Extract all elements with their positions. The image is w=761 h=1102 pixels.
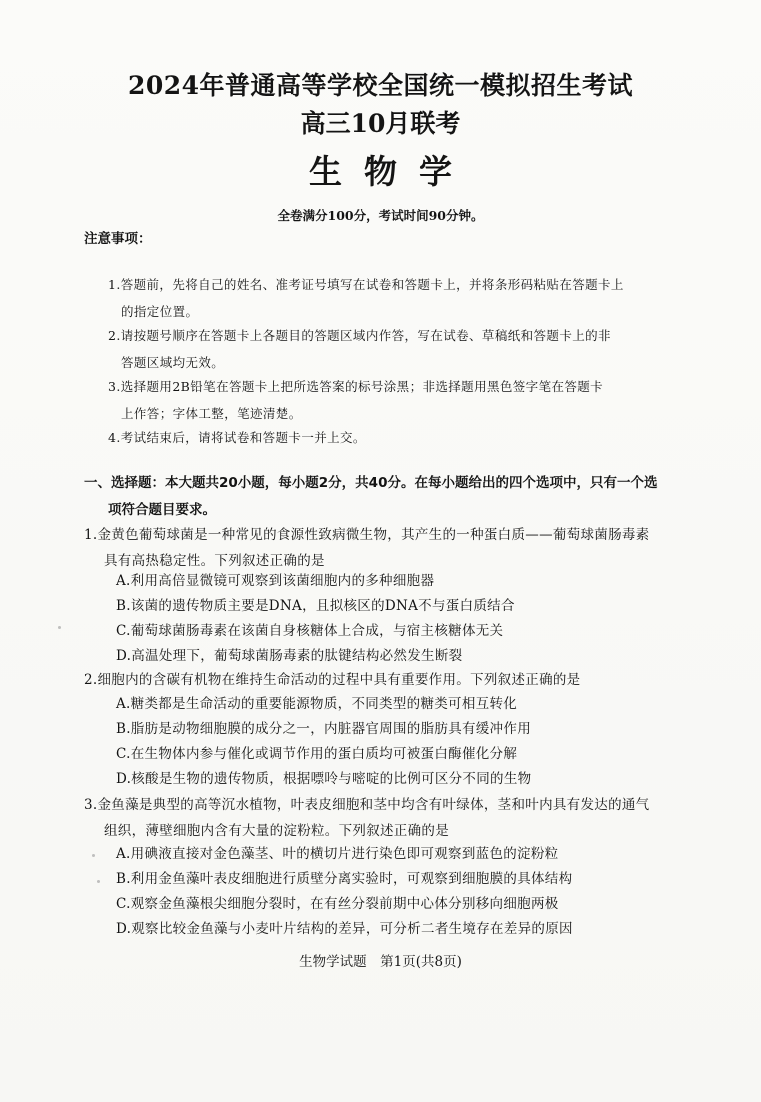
notice-item-line2: 答题区域均无效。 <box>121 355 225 370</box>
notice-item-line1: 3.选择题用2B铅笔在答题卡上把所选答案的标号涂黑；非选择题用黑色签字笔在答题卡 <box>108 379 604 394</box>
option-a: A.糖类都是生命活动的重要能源物质，不同类型的糖类可相互转化 <box>116 696 518 712</box>
option-b: B.该菌的遗传物质主要是DNA，且拟核区的DNA不与蛋白质结合 <box>116 598 515 614</box>
option-b: B.脂肪是动物细胞膜的成分之一，内脏器官周围的脂肪具有缓冲作用 <box>116 721 532 737</box>
subject-title: 生物学 <box>309 152 474 191</box>
question-stem-line1: 1.金黄色葡萄球菌是一种常见的食源性致病微生物，其产生的一种蛋白质——葡萄球菌肠毒素 <box>84 527 650 543</box>
option-c: C.葡萄球菌肠毒素在该菌自身核糖体上合成，与宿主核糖体无关 <box>116 623 504 639</box>
section-heading <box>84 470 690 524</box>
notice-item-line1: 4.考试结束后，请将试卷和答题卡一并上交。 <box>108 430 366 445</box>
page-footer: 生物学试题 第1页(共8页) <box>299 954 462 970</box>
question-stem <box>84 792 690 844</box>
option-b: B.利用金鱼藻叶表皮细胞进行质壁分离实验时，可观察到细胞膜的具体结构 <box>116 871 573 887</box>
section-heading-line2: 项符合题目要求。 <box>108 502 216 518</box>
exam-subtitle: 高三10月联考 <box>300 109 461 138</box>
option-c: C.在生物体内参与催化或调节作用的蛋白质均可被蛋白酶催化分解 <box>116 746 518 762</box>
section-heading-line1: 一、选择题：本大题共20小题，每小题2分，共40分。在每小题给出的四个选项中，只有一个选 <box>84 475 658 491</box>
question-stem <box>84 667 690 693</box>
question-stem-line1: 2.细胞内的含碳有机物在维持生命活动的过程中具有重要作用。下列叙述正确的是 <box>84 672 581 688</box>
exam-title: 2024年普通高等学校全国统一模拟招生考试 <box>127 71 634 100</box>
notice-item <box>108 373 680 427</box>
notice-item-line2: 上作答；字体工整，笔迹清楚。 <box>121 406 302 421</box>
option-c: C.观察金鱼藻根尖细胞分裂时，在有丝分裂前期中心体分别移向细胞两极 <box>116 896 559 912</box>
notice-item-line2: 的指定位置。 <box>121 304 199 319</box>
question-stem-line2: 具有高热稳定性。下列叙述正确的是 <box>104 553 325 569</box>
notice-item-line1: 2.请按题号顺序在答题卡上各题目的答题区域内作答，写在试卷、草稿纸和答题卡上的非 <box>108 328 611 343</box>
notice-item <box>108 424 680 451</box>
option-d: D.观察比较金鱼藻与小麦叶片结构的差异，可分析二者生境存在差异的原因 <box>116 921 573 937</box>
scan-speck <box>58 626 61 629</box>
option-a: A.用碘液直接对金色藻茎、叶的横切片进行染色即可观察到蓝色的淀粉粒 <box>116 846 559 862</box>
option-d: D.核酸是生物的遗传物质，根据嘌呤与嘧啶的比例可区分不同的生物 <box>116 771 532 787</box>
question-stem <box>84 522 690 574</box>
scan-speck <box>92 854 95 857</box>
notice-item <box>108 271 680 325</box>
question-stem-line1: 3.金鱼藻是典型的高等沉水植物，叶表皮细胞和茎中均含有叶绿体，茎和叶内具有发达的通气 <box>84 797 650 813</box>
notice-heading: 注意事项： <box>84 231 152 247</box>
question-stem-line2: 组织，薄壁细胞内含有大量的淀粉粒。下列叙述正确的是 <box>104 823 449 839</box>
option-d: D.高温处理下，葡萄球菌肠毒素的肽键结构必然发生断裂 <box>116 648 463 664</box>
notice-item <box>108 322 680 376</box>
scan-speck <box>97 880 100 883</box>
notice-item-line1: 1.答题前，先将自己的姓名、准考证号填写在试卷和答题卡上，并将条形码粘贴在答题卡上 <box>108 277 624 292</box>
option-a: A.利用高倍显微镜可观察到该菌细胞内的多种细胞器 <box>116 573 435 589</box>
exam-info: 全卷满分100分，考试时间90分钟。 <box>277 208 484 223</box>
